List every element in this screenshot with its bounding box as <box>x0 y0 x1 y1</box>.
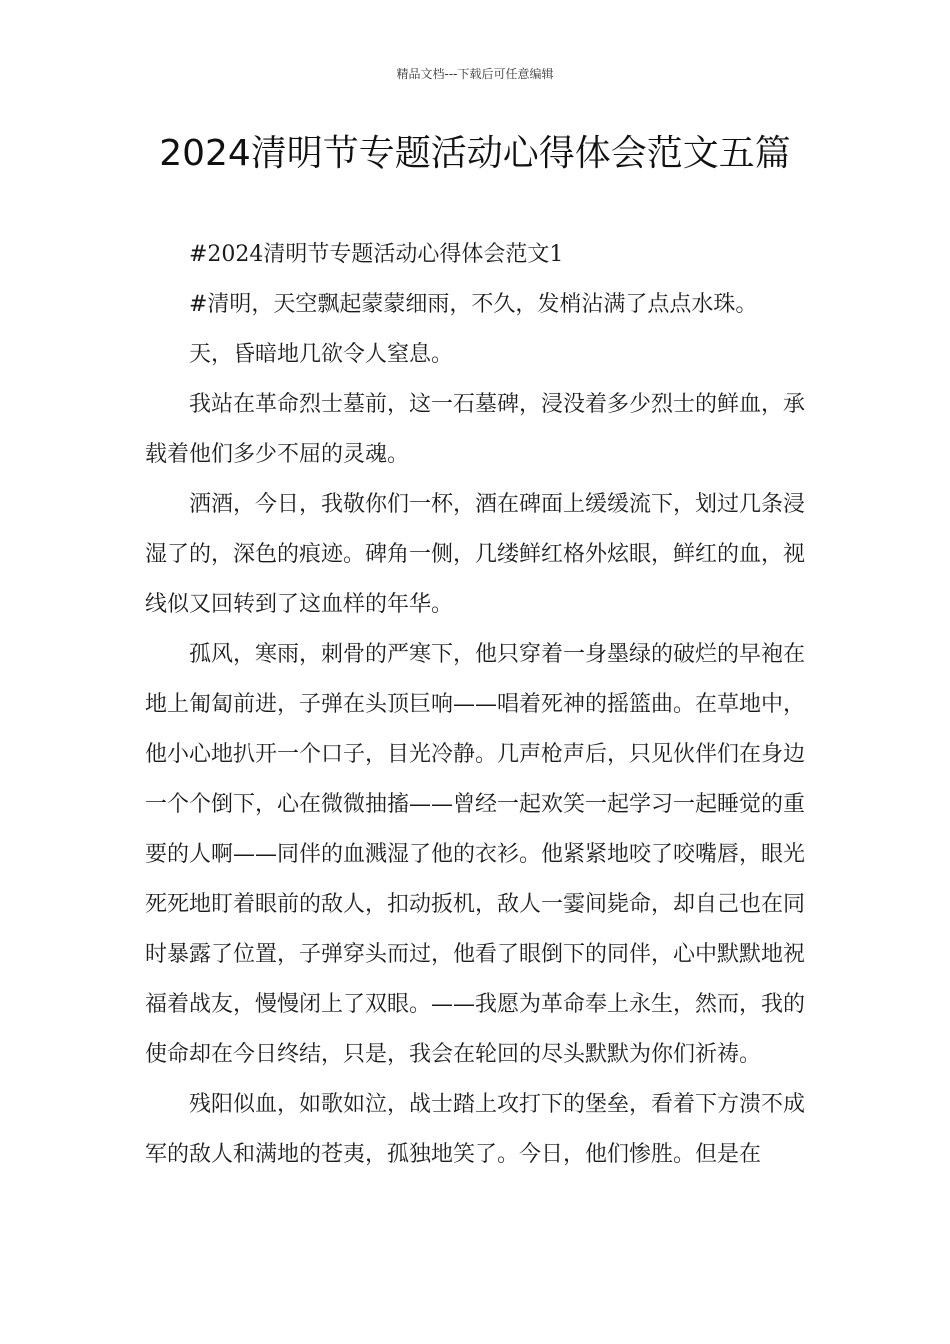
paragraph: 孤风，寒雨，刺骨的严寒下，他只穿着一身墨绿的破烂的早袍在地上匍匐前进，子弹在头顶巨响——唱着死神的摇篮曲。在草地中，他小心地扒开一个口子，目光冷静。几声枪声后，只见伙伴们在身边一个个倒下，心在微微抽搐——曾经一起欢笑一起学习一起睡觉的重要的人啊——同伴的血溅湿了他的衣衫。他紧紧地咬了咬嘴唇，眼光死死地盯着眼前的敌人，扣动扳机，敌人一霎间毙命，却自己也在同时暴露了位置，子弹穿头而过，他看了眼倒下的同伴，心中默默地祝福着战友，慢慢闭上了双眼。——我愿为革命奉上永生，然而，我的使命却在今日终结，只是，我会在轮回的尽头默默为你们祈祷。 <box>145 642 806 1067</box>
paragraph: 天，昏暗地几欲令人窒息。 <box>189 342 454 367</box>
paragraph: 残阳似血，如歌如泣，战士踏上攻打下的堡垒，看着下方溃不成军的敌人和满地的苍夷，孤独地笑了。今日，他们惨胜。但是在 <box>145 1092 806 1167</box>
document-title: 2024清明节专题活动心得体会范文五篇 <box>159 133 791 174</box>
paragraph: 洒酒，今日，我敬你们一杯，酒在碑面上缓缓流下，划过几条浸湿了的，深色的痕迹。碑角一侧，几缕鲜红格外炫眼，鲜红的血，视线似又回转到了这血样的年华。 <box>145 492 806 617</box>
paragraph-heading: #2024清明节专题活动心得体会范文1 <box>189 242 564 267</box>
document-body <box>145 230 805 1180</box>
paragraph: 我站在革命烈士墓前，这一石墓碑，浸没着多少烈士的鲜血，承载着他们多少不屈的灵魂。 <box>145 392 806 467</box>
paragraph: #清明，天空飘起蒙蒙细雨，不久，发梢沾满了点点水珠。 <box>189 292 758 317</box>
page-header-note: 精品文档---下载后可任意编辑 <box>396 67 554 81</box>
